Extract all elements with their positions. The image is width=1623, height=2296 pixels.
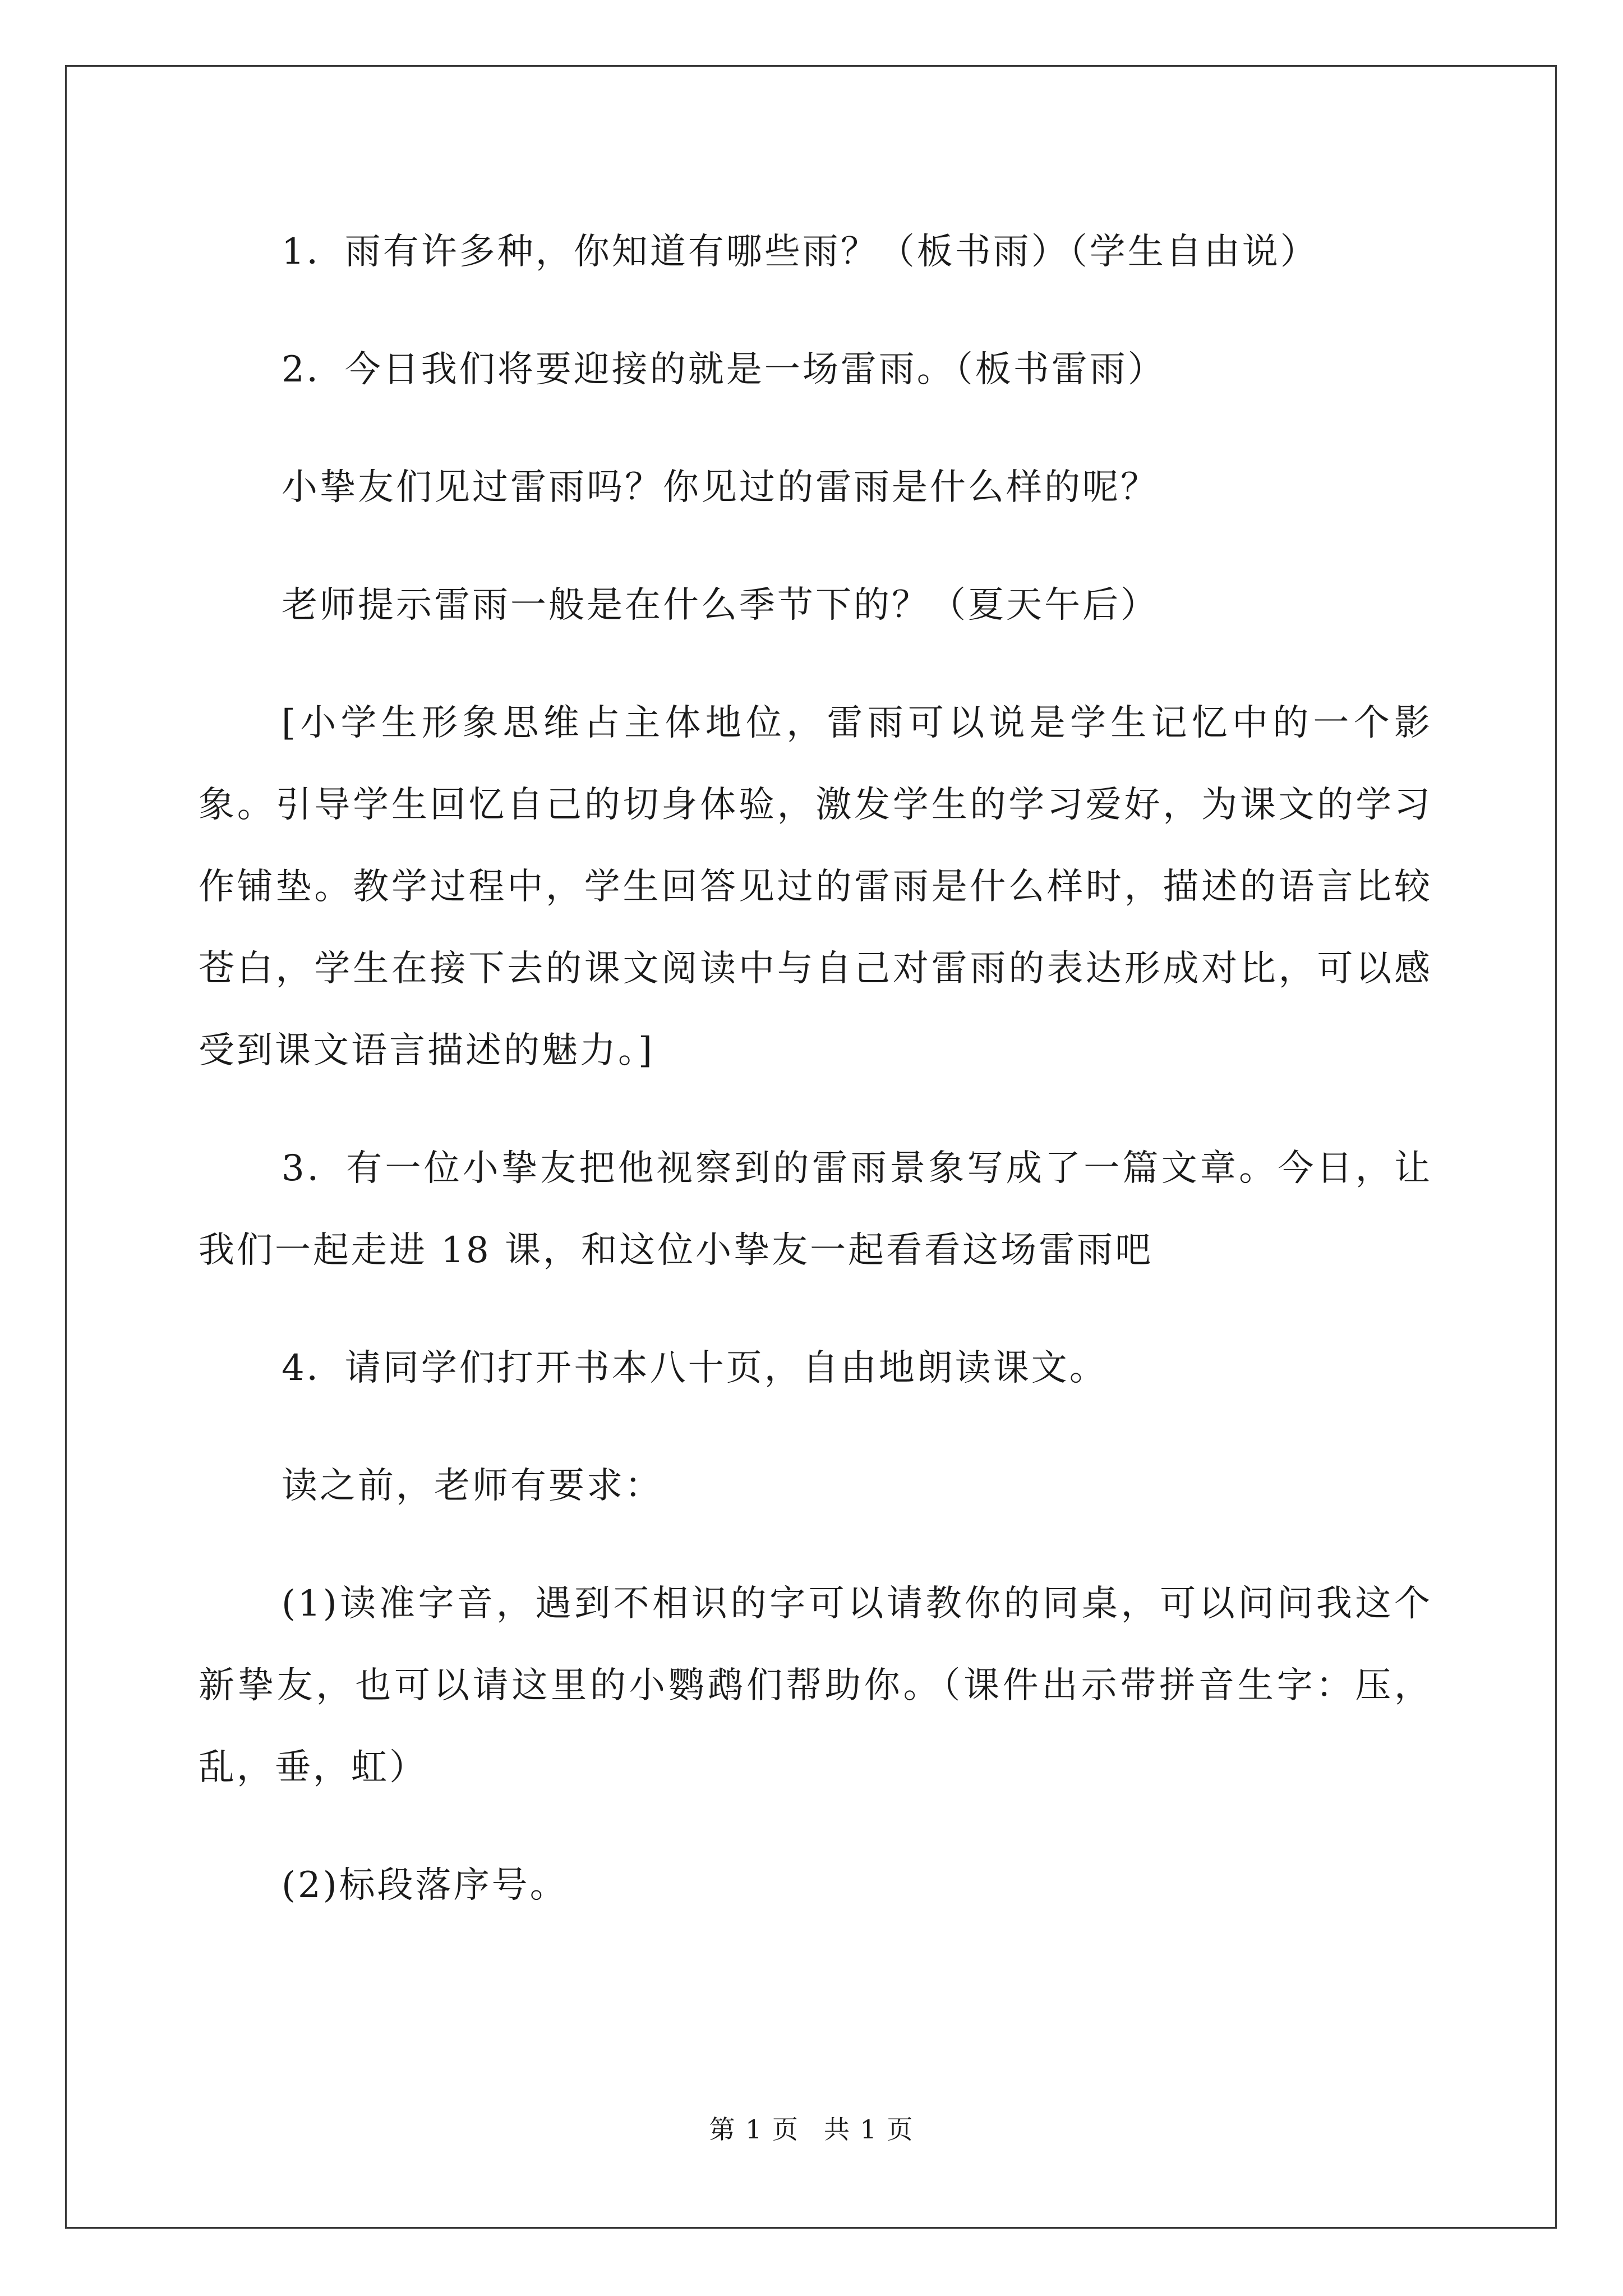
paragraph-3: 小挚友们见过雷雨吗？你见过的雷雨是什么样的呢？ — [282, 467, 1159, 508]
paragraph-8: 读之前，老师有要求： — [282, 1465, 663, 1507]
paragraph-10: (2)标段落序号。 — [282, 1865, 568, 1906]
paragraph-1: 1．雨有许多种，你知道有哪些雨？（板书雨）（学生自由说） — [282, 231, 1318, 273]
paragraph-2: 2．今日我们将要迎接的就是一场雷雨。（板书雷雨） — [282, 349, 1166, 390]
paragraph-4: 老师提示雷雨一般是在什么季节下的？（夏天午后） — [282, 585, 1159, 626]
paragraph-5: [小学生形象思维占主体地位，雷雨可以说是学生记忆中的一个影象。引导学生回忆自己的切身体验，激发学生的学习爱好，为课文的学习作铺垫。教学过程中，学生回答见过的雷雨是什么样时，描述的语言比较苍白，学生在接下去的课文阅读中与自己对雷雨的表达形成对比，可以感受到课文语言描述的魅力。] — [199, 702, 1432, 1071]
paragraph-9: (1)读准字音，遇到不相识的字可以请教你的同桌，可以问问我这个新挚友，也可以请这里的小鹦鹉们帮助你。（课件出示带拼音生字：压，乱，垂，虹） — [199, 1583, 1432, 1788]
page-footer — [0, 2109, 1623, 2146]
paragraph-6: 3．有一位小挚友把他视察到的雷雨景象写成了一篇文章。今日，让我们一起走进 18 课，和这位小挚友一起看看这场雷雨吧 — [199, 1148, 1432, 1271]
page-total: 共 1 页 — [824, 2114, 914, 2145]
page-number: 第 1 页 — [709, 2114, 799, 2145]
document-body — [199, 211, 1432, 1962]
paragraph-7: 4．请同学们打开书本八十页，自由地朗读课文。 — [282, 1347, 1108, 1389]
